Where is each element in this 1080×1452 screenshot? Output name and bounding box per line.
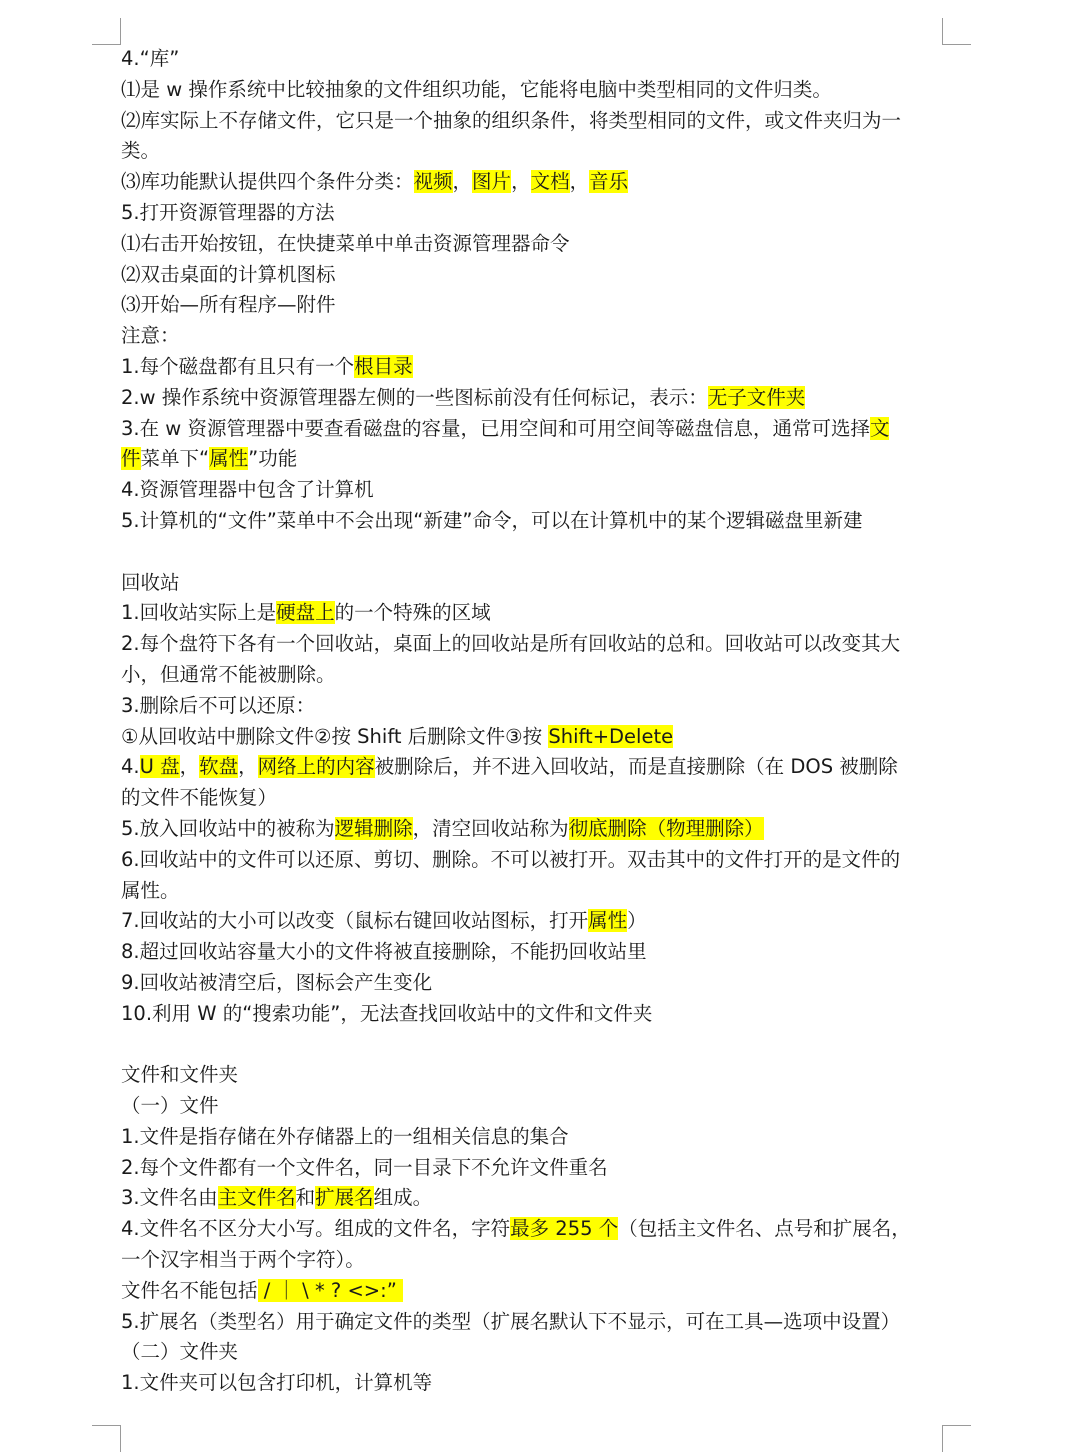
text-segment: 7.回收站的大小可以改变（鼠标右键回收站图标，打开: [121, 909, 589, 933]
text-line: [121, 290, 951, 321]
text-line: [121, 722, 951, 753]
text-segment: 5.扩展名（类型名）用于确定文件的类型（扩展名默认下不显示，可在工具—选项中设置）: [121, 1309, 901, 1333]
text-line: [121, 321, 951, 352]
text-line: [121, 660, 951, 691]
text-line: [121, 352, 951, 383]
highlighted-text: 硬盘上: [276, 601, 335, 625]
text-segment: ，: [511, 170, 531, 194]
text-segment: （二）文件夹: [121, 1340, 239, 1364]
blank-line: [121, 537, 951, 568]
text-line: [121, 260, 951, 291]
text-segment: ，: [179, 755, 200, 779]
text-line: [121, 752, 951, 783]
highlighted-text: U 盘: [139, 755, 180, 779]
page-corner-mark-top-left: [92, 18, 121, 45]
text-line: [121, 1091, 951, 1122]
highlighted-text: 根目录: [354, 354, 413, 378]
text-segment: （一）文件: [121, 1094, 219, 1118]
text-line: [121, 506, 951, 537]
text-segment: ①从回收站中删除文件②按 Shift 后删除文件③按: [121, 724, 549, 748]
text-line: [121, 383, 951, 414]
text-line: [121, 106, 951, 137]
highlighted-text: 扩展名: [315, 1186, 374, 1210]
page-corner-mark-top-right: [942, 18, 971, 45]
text-segment: 和: [295, 1186, 316, 1210]
text-line: [121, 814, 951, 845]
text-segment: 小，但通常不能被删除。: [121, 662, 336, 686]
text-segment: ）: [627, 909, 647, 933]
text-line: [121, 968, 951, 999]
text-segment: 4.文件名不区分大小写。组成的文件名，字符: [121, 1217, 511, 1241]
text-line: [121, 1368, 951, 1399]
highlighted-text: 视频: [413, 170, 453, 194]
text-segment: 5.打开资源管理器的方法: [121, 200, 335, 224]
highlighted-text: 最多 255 个: [510, 1217, 619, 1241]
highlighted-text: 属性: [209, 447, 249, 471]
text-segment: ，: [238, 755, 258, 779]
text-segment: 3.删除后不可以还原：: [121, 693, 316, 717]
highlighted-text: 逻辑删除: [334, 816, 413, 840]
highlighted-text: / ｜ \ * ? <>:”: [257, 1278, 403, 1302]
text-line: [121, 1122, 951, 1153]
text-segment: 1.文件夹可以包含打印机，计算机等: [121, 1371, 433, 1395]
text-segment: 6.回收站中的文件可以还原、剪切、删除。不可以被打开。双击其中的文件打开的是文件的: [121, 847, 901, 871]
text-segment: 菜单下“: [140, 447, 210, 471]
text-line: [121, 937, 951, 968]
text-segment: 一个汉字相当于两个字符）。: [121, 1248, 365, 1272]
text-line: [121, 629, 951, 660]
highlighted-text: 件: [121, 447, 141, 471]
text-segment: 3.文件名由: [121, 1186, 218, 1210]
text-line: [121, 44, 951, 75]
text-line: [121, 1060, 951, 1091]
text-line: [121, 783, 951, 814]
text-segment: ⑴是 w 操作系统中比较抽象的文件组织功能，它能将电脑中类型相同的文件归类。: [121, 77, 832, 101]
text-segment: ，: [452, 170, 473, 194]
text-segment: 的一个特殊的区域: [334, 601, 491, 625]
document-body: [121, 44, 951, 1399]
text-segment: ，清空回收站称为: [412, 816, 569, 840]
text-line: [121, 1214, 951, 1245]
text-segment: 4.资源管理器中包含了计算机: [121, 478, 374, 502]
text-segment: 10.利用 W 的“搜索功能”，无法查找回收站中的文件和文件夹: [121, 1001, 653, 1025]
text-segment: ，: [569, 170, 590, 194]
text-line: [121, 1307, 951, 1338]
text-segment: ⑵双击桌面的计算机图标: [121, 262, 336, 286]
text-line: [121, 198, 951, 229]
text-line: [121, 444, 951, 475]
text-line: [121, 167, 951, 198]
text-segment: 9.回收站被清空后，图标会产生变化: [121, 970, 433, 994]
highlighted-text: 属性: [588, 909, 628, 933]
text-segment: 8.超过回收站容量大小的文件将被直接删除，不能扔回收站里: [121, 940, 647, 964]
text-segment: ⑴右击开始按钮，在快捷菜单中单击资源管理器命令: [121, 231, 570, 255]
text-line: [121, 414, 951, 445]
highlighted-text: 软盘: [199, 755, 239, 779]
text-line: [121, 1276, 951, 1307]
highlighted-text: 网络上的内容: [257, 755, 375, 779]
text-segment: ⑵库实际上不存储文件，它只是一个抽象的组织条件，将类型相同的文件，或文件夹归为一: [121, 108, 902, 132]
text-segment: 4.: [121, 755, 140, 779]
text-segment: 3.在 w 资源管理器中要查看磁盘的容量，已用空间和可用空间等磁盘信息，通常可选择: [121, 416, 870, 440]
highlighted-text: Shift+Delete: [548, 724, 674, 748]
text-segment: 1.文件是指存储在外存储器上的一组相关信息的集合: [121, 1124, 569, 1148]
text-segment: 被删除后，并不进入回收站，而是直接删除（在 DOS 被删除: [374, 755, 898, 779]
text-line: [121, 691, 951, 722]
text-line: [121, 906, 951, 937]
text-line: [121, 136, 951, 167]
text-line: [121, 1337, 951, 1368]
highlighted-text: 彻底删除（物理删除）: [568, 816, 764, 840]
text-segment: 4.“库”: [121, 47, 180, 70]
blank-line: [121, 1030, 951, 1061]
text-line: [121, 1245, 951, 1276]
text-line: [121, 475, 951, 506]
text-segment: 回收站: [121, 570, 180, 594]
text-line: [121, 999, 951, 1030]
text-segment: ”功能: [248, 447, 298, 471]
highlighted-text: 主文件名: [217, 1186, 296, 1210]
highlighted-text: 无子文件夹: [707, 385, 806, 409]
text-segment: 属性。: [121, 878, 180, 902]
text-line: [121, 876, 951, 907]
text-segment: 2.w 操作系统中资源管理器左侧的一些图标前没有任何标记，表示：: [121, 385, 708, 409]
text-segment: （包括主文件名、点号和扩展名，: [618, 1217, 911, 1241]
text-segment: 1.每个磁盘都有且只有一个: [121, 354, 355, 378]
text-segment: 2.每个文件都有一个文件名，同一目录下不允许文件重名: [121, 1155, 608, 1179]
highlighted-text: 音乐: [589, 170, 629, 194]
highlighted-text: 图片: [472, 170, 512, 194]
text-line: [121, 1153, 951, 1184]
highlighted-text: 文: [869, 416, 890, 440]
text-segment: 1.回收站实际上是: [121, 601, 277, 625]
text-segment: 2.每个盘符下各有一个回收站，桌面上的回收站是所有回收站的总和。回收站可以改变其大: [121, 632, 901, 656]
text-line: [121, 568, 951, 599]
highlighted-text: 文档: [530, 170, 570, 194]
text-segment: 5.放入回收站中的被称为: [121, 816, 335, 840]
text-line: [121, 1183, 951, 1214]
text-segment: 组成。: [373, 1186, 433, 1210]
text-segment: 文件和文件夹: [121, 1063, 239, 1087]
text-segment: 5.计算机的“文件”菜单中不会出现“新建”命令，可以在计算机中的某个逻辑磁盘里新建: [121, 508, 863, 532]
text-segment: 注意：: [121, 324, 180, 348]
text-line: [121, 229, 951, 260]
text-segment: ⑶开始—所有程序—附件: [121, 293, 336, 317]
text-segment: ⑶库功能默认提供四个条件分类：: [121, 170, 414, 194]
text-line: [121, 598, 951, 629]
text-segment: 文件名不能包括: [121, 1278, 258, 1302]
text-segment: 的文件不能恢复）: [121, 786, 278, 810]
text-line: [121, 75, 951, 106]
text-line: [121, 845, 951, 876]
text-segment: 类。: [121, 139, 161, 163]
